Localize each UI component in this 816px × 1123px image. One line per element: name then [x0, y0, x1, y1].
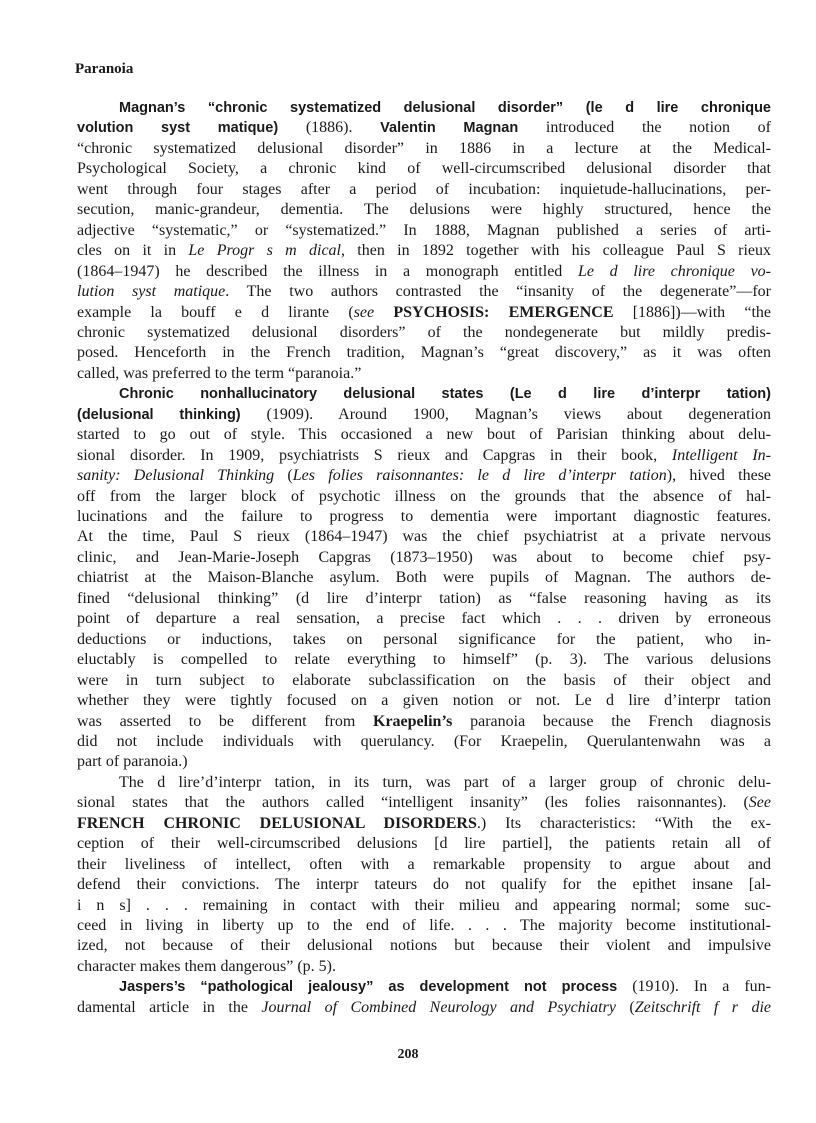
- text-segment: . The two authors contrasted the “insanity of the degenerate”—for: [225, 283, 771, 301]
- entry-heading: Magnan’s “chronic systematized delusional disorder” (le d lire chronique: [119, 100, 771, 116]
- text-line: [77, 139, 771, 159]
- text-line: [77, 405, 771, 425]
- text-line: [77, 200, 771, 220]
- italic-text: lution syst matique: [77, 283, 226, 301]
- text-line: [77, 630, 771, 650]
- text-segment: eluctably is compelled to relate everything to himself” (p. 3). The various delusions: [77, 651, 771, 669]
- text-line: [77, 814, 771, 834]
- text-segment: paranoia because the French diagnosis: [452, 712, 771, 730]
- text-segment: damental article in the: [77, 998, 262, 1016]
- text-line: [77, 527, 771, 547]
- text-line: [77, 650, 771, 670]
- text-line: [77, 118, 771, 138]
- entry-heading: Chronic nonhallucinatory delusional states (Le d lire d’interpr tation): [119, 386, 771, 403]
- italic-text: Intelligent In-: [671, 446, 771, 464]
- text-segment: [374, 304, 393, 321]
- text-line: [77, 487, 771, 507]
- text-segment: defend their convictions. The interpr tateurs do not qualify for the epithet insane [al-: [77, 876, 771, 894]
- cross-reference: FRENCH CHRONIC DELUSIONAL DISORDERS: [77, 814, 477, 832]
- text-line: [77, 589, 771, 609]
- text-segment: character makes them dangerous” (p. 5).: [77, 957, 336, 975]
- italic-text: Les folies raisonnantes: le d lire d’interpr tation: [292, 467, 667, 485]
- text-line: [77, 282, 771, 302]
- text-segment: cles on it in: [77, 242, 189, 260]
- text-line: [77, 609, 771, 629]
- text-line: [77, 180, 771, 200]
- text-segment: clinic, and Jean-Marie-Joseph Capgras (1873–1950) was about to become chief psy-: [77, 548, 771, 566]
- text-line: [77, 343, 771, 363]
- text-line: [77, 712, 771, 732]
- text-segment: i n s] . . . remaining in contact with their milieu and appearing normal; some suc-: [77, 896, 771, 914]
- text-line: [77, 671, 771, 691]
- text-segment: ), hived these: [666, 467, 772, 485]
- text-segment: (: [274, 467, 293, 485]
- text-line: [77, 159, 771, 179]
- text-segment: whether they were tightly focused on a given notion or not. Le d lire d’interpr tation: [77, 692, 771, 710]
- text-line: [77, 446, 771, 466]
- text-line: [77, 691, 771, 711]
- text-segment: sional states that the authors called “intelligent insanity” (les folies raisonnantes). (: [77, 794, 749, 812]
- text-line: [77, 998, 771, 1018]
- text-segment: part of paranoia.): [77, 753, 188, 771]
- text-segment: example la bouff e d lirante (: [77, 303, 354, 321]
- text-line: [77, 221, 771, 241]
- italic-text: see: [353, 303, 375, 321]
- text-segment: posed. Henceforth in the French tradition, Magnan’s “great discovery,” as it was often: [77, 344, 771, 362]
- text-line: [77, 855, 771, 875]
- entry-heading: volution syst matique): [77, 120, 279, 137]
- entry-heading: Valentin Magnan: [380, 120, 519, 137]
- text-segment: .) Its characteristics: “With the ex-: [476, 814, 771, 832]
- text-line: [77, 896, 771, 916]
- text-segment: [1886])—with “the: [613, 303, 772, 321]
- text-line: [77, 466, 771, 486]
- text-segment: lucinations and the failure to progress to dementia were important diagnostic features.: [77, 508, 771, 525]
- text-line: [77, 425, 771, 445]
- text-segment: chiatrist at the Maison-Blanche asylum. Both were pupils of Magnan. The authors de-: [77, 569, 771, 587]
- text-segment: deductions or inductions, takes on personal significance for the patient, who in-: [77, 630, 771, 648]
- text-segment: was asserted to be different from: [77, 712, 373, 730]
- cross-reference: PSYCHOSIS: EMERGENCE: [393, 303, 614, 321]
- text-line: [77, 752, 771, 772]
- entry-heading: (delusional thinking): [77, 406, 241, 423]
- text-segment: adjective “systematic,” or “systematized.” In 1888, Magnan published a series of arti-: [77, 221, 771, 239]
- text-line: [77, 773, 771, 793]
- text-segment: , then in 1892 together with his colleague Paul S rieux: [341, 242, 772, 260]
- text-line: [77, 957, 771, 977]
- text-segment: ized, not because of their delusional notions but because their violent and impulsive: [77, 937, 771, 955]
- text-line: [77, 732, 771, 752]
- text-line: [77, 875, 771, 895]
- text-segment: fined “delusional thinking” (d lire d’interpr tation) as “false reasoning having as its: [77, 589, 771, 607]
- text-segment: ceed in living in liberty up to the end of life. . . . The majority become institutional-: [77, 917, 771, 934]
- text-segment: went through four stages after a period of incubation: inquietude-hallucinations, per-: [77, 180, 771, 198]
- text-segment: were in turn subject to elaborate subclassification on the basis of their object and: [77, 671, 771, 689]
- text-segment: introduced the notion of: [518, 119, 772, 137]
- text-segment: point of departure a real sensation, a precise fact which . . . driven by erroneous: [77, 610, 771, 628]
- text-line: [77, 98, 771, 118]
- text-line: [77, 507, 771, 527]
- running-head: Paranoia: [75, 61, 134, 77]
- entry-heading: Jaspers’s “pathological jealousy” as development not process: [119, 979, 618, 996]
- text-line: [77, 303, 771, 323]
- text-line: [77, 323, 771, 343]
- text-line: [77, 834, 771, 854]
- italic-text: Zeitschrift f r die: [634, 998, 771, 1016]
- text-line: [77, 568, 771, 588]
- text-segment: (1910). In a fun-: [617, 978, 771, 996]
- italic-text: sanity: Delusional Thinking: [77, 467, 275, 485]
- text-segment: (1864–1947) he described the illness in a monograph entitled: [77, 262, 578, 280]
- text-segment: At the time, Paul S rieux (1864–1947) was the chief psychiatrist at a private nervous: [77, 528, 771, 546]
- text-segment: (1886).: [278, 119, 381, 137]
- text-segment: (: [615, 998, 635, 1016]
- text-segment: (1909). Around 1900, Magnan’s views about degeneration: [240, 405, 771, 423]
- text-line: [77, 262, 771, 282]
- text-segment: sional disorder. In 1909, psychiatrists S rieux and Capgras in their book,: [77, 446, 672, 464]
- text-segment: “chronic systematized delusional disorder” in 1886 in a lecture at the Medical-: [77, 139, 771, 157]
- text-segment: called, was preferred to the term “paranoia.”: [77, 364, 362, 382]
- text-segment: ception of their well-circumscribed delusions [d lire partiel], the patients retain all of: [77, 835, 771, 853]
- italic-text: Le d lire chronique vo-: [577, 262, 771, 280]
- text-segment: Psychological Society, a chronic kind of well-circumscribed delusional disorder that: [77, 160, 771, 178]
- text-segment: started to go out of style. This occasioned a new bout of Parisian thinking about delu-: [77, 426, 771, 444]
- text-line: [77, 793, 771, 813]
- text-segment: their liveliness of intellect, often with a remarkable propensity to argue about and: [77, 855, 771, 873]
- text-line: [77, 936, 771, 956]
- text-line: [77, 384, 771, 404]
- text-line: [77, 548, 771, 568]
- text-line: [77, 364, 771, 384]
- italic-text: Le Progr s m dical: [188, 242, 341, 260]
- cross-reference: Kraepelin’s: [373, 712, 453, 730]
- page-number: 208: [397, 1047, 419, 1062]
- italic-text: Journal of Combined Neurology and Psychiatry: [261, 998, 616, 1016]
- text-line: [77, 241, 771, 261]
- text-segment: did not include individuals with querulancy. (For Kraepelin, Querulantenwahn was a: [77, 732, 771, 750]
- text-line: [77, 977, 771, 997]
- text-segment: chronic systematized delusional disorders” of the nondegenerate but mildly predis-: [77, 323, 771, 341]
- text-segment: off from the larger block of psychotic illness on the grounds that the absence of hal-: [77, 487, 771, 505]
- text-segment: The d lire’d’interpr tation, in its turn, was part of a larger group of chronic delu-: [119, 773, 771, 791]
- text-segment: secution, manic-grandeur, dementia. The delusions were highly structured, hence the: [77, 201, 771, 219]
- italic-text: See: [748, 794, 771, 812]
- text-line: [77, 916, 771, 936]
